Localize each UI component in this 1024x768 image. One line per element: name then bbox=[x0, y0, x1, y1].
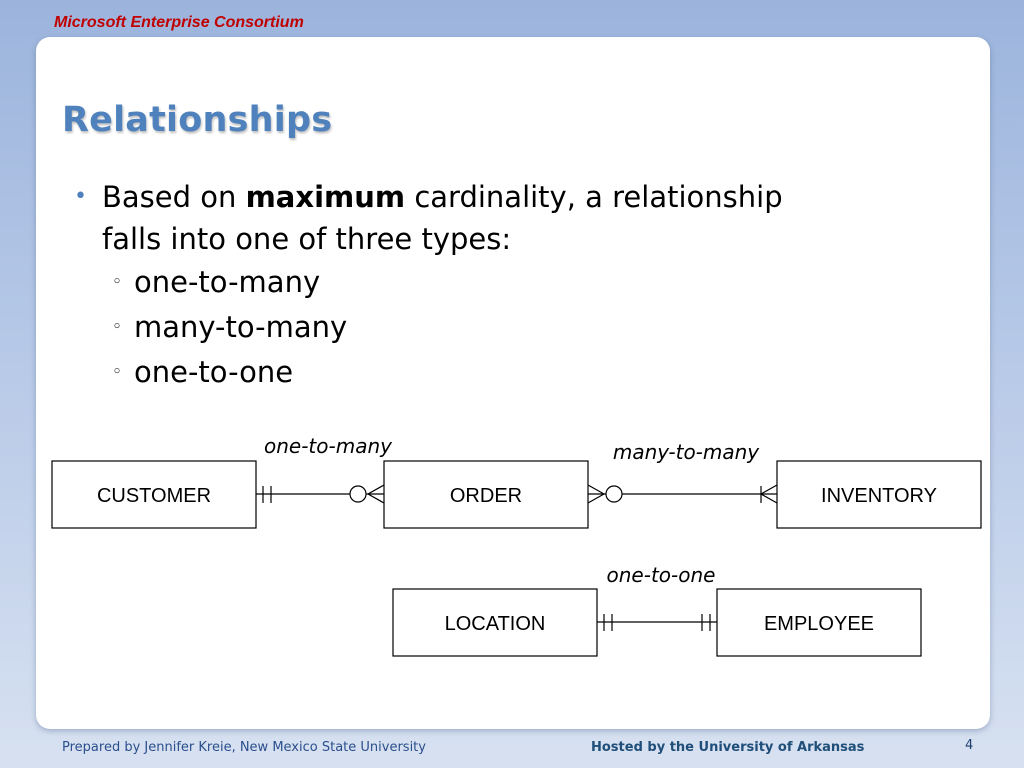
relationship-label-one-to-one: one-to-one bbox=[606, 563, 716, 587]
consortium-header: Microsoft Enterprise Consortium bbox=[54, 14, 304, 31]
bullet-prefix: Based on bbox=[102, 180, 246, 214]
relationship-line-customer-order bbox=[256, 485, 384, 503]
entity-order: ORDER bbox=[449, 485, 523, 507]
bullet-bold-word: maximum bbox=[245, 180, 406, 214]
relationship-line-location-employee bbox=[597, 614, 717, 631]
relationship-line-order-inventory bbox=[588, 485, 777, 503]
sub-bullet-ring-icon: ◦ bbox=[112, 317, 123, 337]
entity-inventory: INVENTORY bbox=[821, 485, 937, 507]
bullet-suffix: cardinality, a relationship bbox=[405, 180, 783, 214]
sub-bullet-label: one-to-one bbox=[134, 355, 294, 389]
entity-employee: EMPLOYEE bbox=[763, 613, 875, 635]
relationship-label-one-to-many: one-to-many bbox=[264, 434, 392, 458]
entity-customer: CUSTOMER bbox=[96, 485, 212, 507]
sub-bullet-label: many-to-many bbox=[134, 310, 348, 344]
bullet-line-2: falls into one of three types: bbox=[102, 222, 512, 256]
entity-location: LOCATION bbox=[444, 613, 546, 635]
sub-bullet-label: one-to-many bbox=[134, 265, 321, 299]
slide-title: Relationships bbox=[62, 100, 333, 140]
footer-credit: Prepared by Jennifer Kreie, New Mexico State University bbox=[62, 740, 426, 755]
bullet-dot-icon: • bbox=[74, 184, 87, 209]
sub-bullet-ring-icon: ◦ bbox=[112, 272, 123, 292]
page-number: 4 bbox=[965, 738, 974, 753]
relationship-label-many-to-many: many-to-many bbox=[612, 440, 760, 464]
sub-bullet-ring-icon: ◦ bbox=[112, 362, 123, 382]
footer-host: Hosted by the University of Arkansas bbox=[591, 740, 865, 755]
